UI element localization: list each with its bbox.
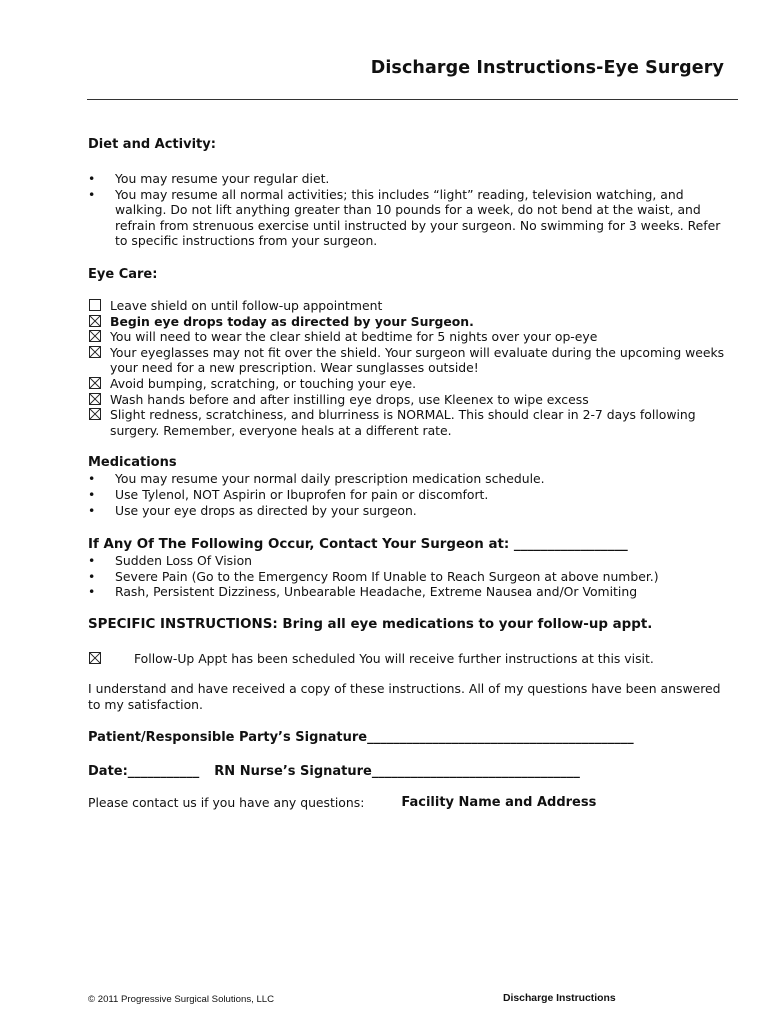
acknowledgement-text: I understand and have received a copy of these instructions. All of my questions have been answered to my satisfaction. — [88, 681, 721, 713]
checked-checkbox[interactable] — [89, 393, 101, 405]
eye-care-item-text: Leave shield on until follow-up appointment — [110, 297, 383, 313]
medications-item: • Use your eye drops as directed by your surgeon. — [88, 503, 728, 519]
eye-care-item-text: Avoid bumping, scratching, or touching your eye. — [110, 375, 417, 391]
medications-list — [88, 471, 728, 518]
footer-doc-label: Discharge Instructions — [503, 993, 616, 1004]
nurse-signature-field[interactable]: RN Nurse’s Signature________________________________ — [214, 764, 580, 780]
checked-checkbox[interactable] — [89, 408, 101, 420]
document-title: Discharge Instructions-Eye Surgery — [370, 58, 724, 78]
eye-care-list — [88, 298, 728, 438]
medications-heading: Medications — [88, 455, 177, 471]
eye-care-item — [88, 407, 728, 438]
checked-checkbox[interactable] — [89, 652, 101, 664]
eye-care-item-text: You will need to wear the clear shield at bedtime for 5 nights over your op-eye — [110, 329, 598, 345]
eye-care-item-text: Begin eye drops today as directed by your Surgeon. — [110, 313, 474, 329]
document-body — [88, 137, 728, 810]
diet-activity-item: • You may resume your regular diet. — [88, 171, 728, 187]
contact-surgeon-heading: If Any Of The Following Occur, Contact Your Surgeon at: _________________ — [88, 537, 628, 553]
date-nurse-signature-row — [88, 764, 728, 780]
contact-row — [88, 795, 728, 811]
contact-surgeon-list — [88, 553, 728, 600]
checkbox[interactable] — [89, 299, 101, 311]
specific-instructions-heading: SPECIFIC INSTRUCTIONS: Bring all eye medications to your follow-up appt. — [88, 616, 653, 632]
contact-surgeon-item: • Severe Pain (Go to the Emergency Room If Unable to Reach Surgeon at above number.) — [88, 569, 728, 585]
eye-care-item — [88, 376, 728, 392]
facility-name: Facility Name and Address — [401, 794, 597, 810]
eye-care-item-text: Slight redness, scratchiness, and blurriness is NORMAL. This should clear in 2-7 days following surgery. Remember, everyone heals at a different rate. — [110, 407, 696, 438]
checked-checkbox[interactable] — [89, 315, 101, 327]
eye-care-item — [88, 298, 728, 314]
date-field[interactable]: Date:___________ — [88, 764, 200, 780]
diet-activity-item: • You may resume all normal activities; this includes “light” reading, television watching, and walking. Do not lift anything greater than 10 pounds for a week, do not bend at the waist, and refrain from strenuous exercise until instructed by your surgeon. No swimming for 3 weeks. Refer to specific instructions from your surgeon. — [88, 187, 728, 249]
followup-text: Follow-Up Appt has been scheduled You will receive further instructions at this visit. — [134, 650, 654, 666]
eye-care-item — [88, 345, 728, 376]
medications-item: • You may resume your normal daily prescription medication schedule. — [88, 471, 728, 487]
eye-care-item — [88, 392, 728, 408]
diet-activity-heading: Diet and Activity: — [88, 137, 216, 152]
medications-item: • Use Tylenol, NOT Aspirin or Ibuprofen for pain or discomfort. — [88, 487, 728, 503]
eye-care-heading: Eye Care: — [88, 266, 158, 282]
eye-care-item — [88, 329, 728, 345]
diet-activity-list — [88, 171, 728, 249]
eye-care-item-text: Your eyeglasses may not fit over the shield. Your surgeon will evaluate during the upcoming weeks your need for a new prescription. Wear sunglasses outside! — [110, 344, 725, 376]
patient-signature-line[interactable]: Patient/Responsible Party’s Signature_________________________________________ — [88, 729, 634, 745]
eye-care-item-text: Wash hands before and after instilling eye drops, use Kleenex to wipe excess — [110, 391, 589, 407]
contact-surgeon-item: • Rash, Persistent Dizziness, Unbearable Headache, Extreme Nausea and/Or Vomiting — [88, 584, 728, 600]
footer-copyright: © 2011 Progressive Surgical Solutions, LLC — [88, 994, 275, 1005]
eye-care-item — [88, 314, 728, 330]
checked-checkbox[interactable] — [89, 377, 101, 389]
checked-checkbox[interactable] — [89, 346, 101, 358]
followup-item — [88, 651, 728, 667]
title-divider — [87, 99, 738, 100]
contact-surgeon-item: • Sudden Loss Of Vision — [88, 553, 728, 569]
checked-checkbox[interactable] — [89, 330, 101, 342]
contact-text: Please contact us if you have any questions: — [88, 794, 365, 810]
